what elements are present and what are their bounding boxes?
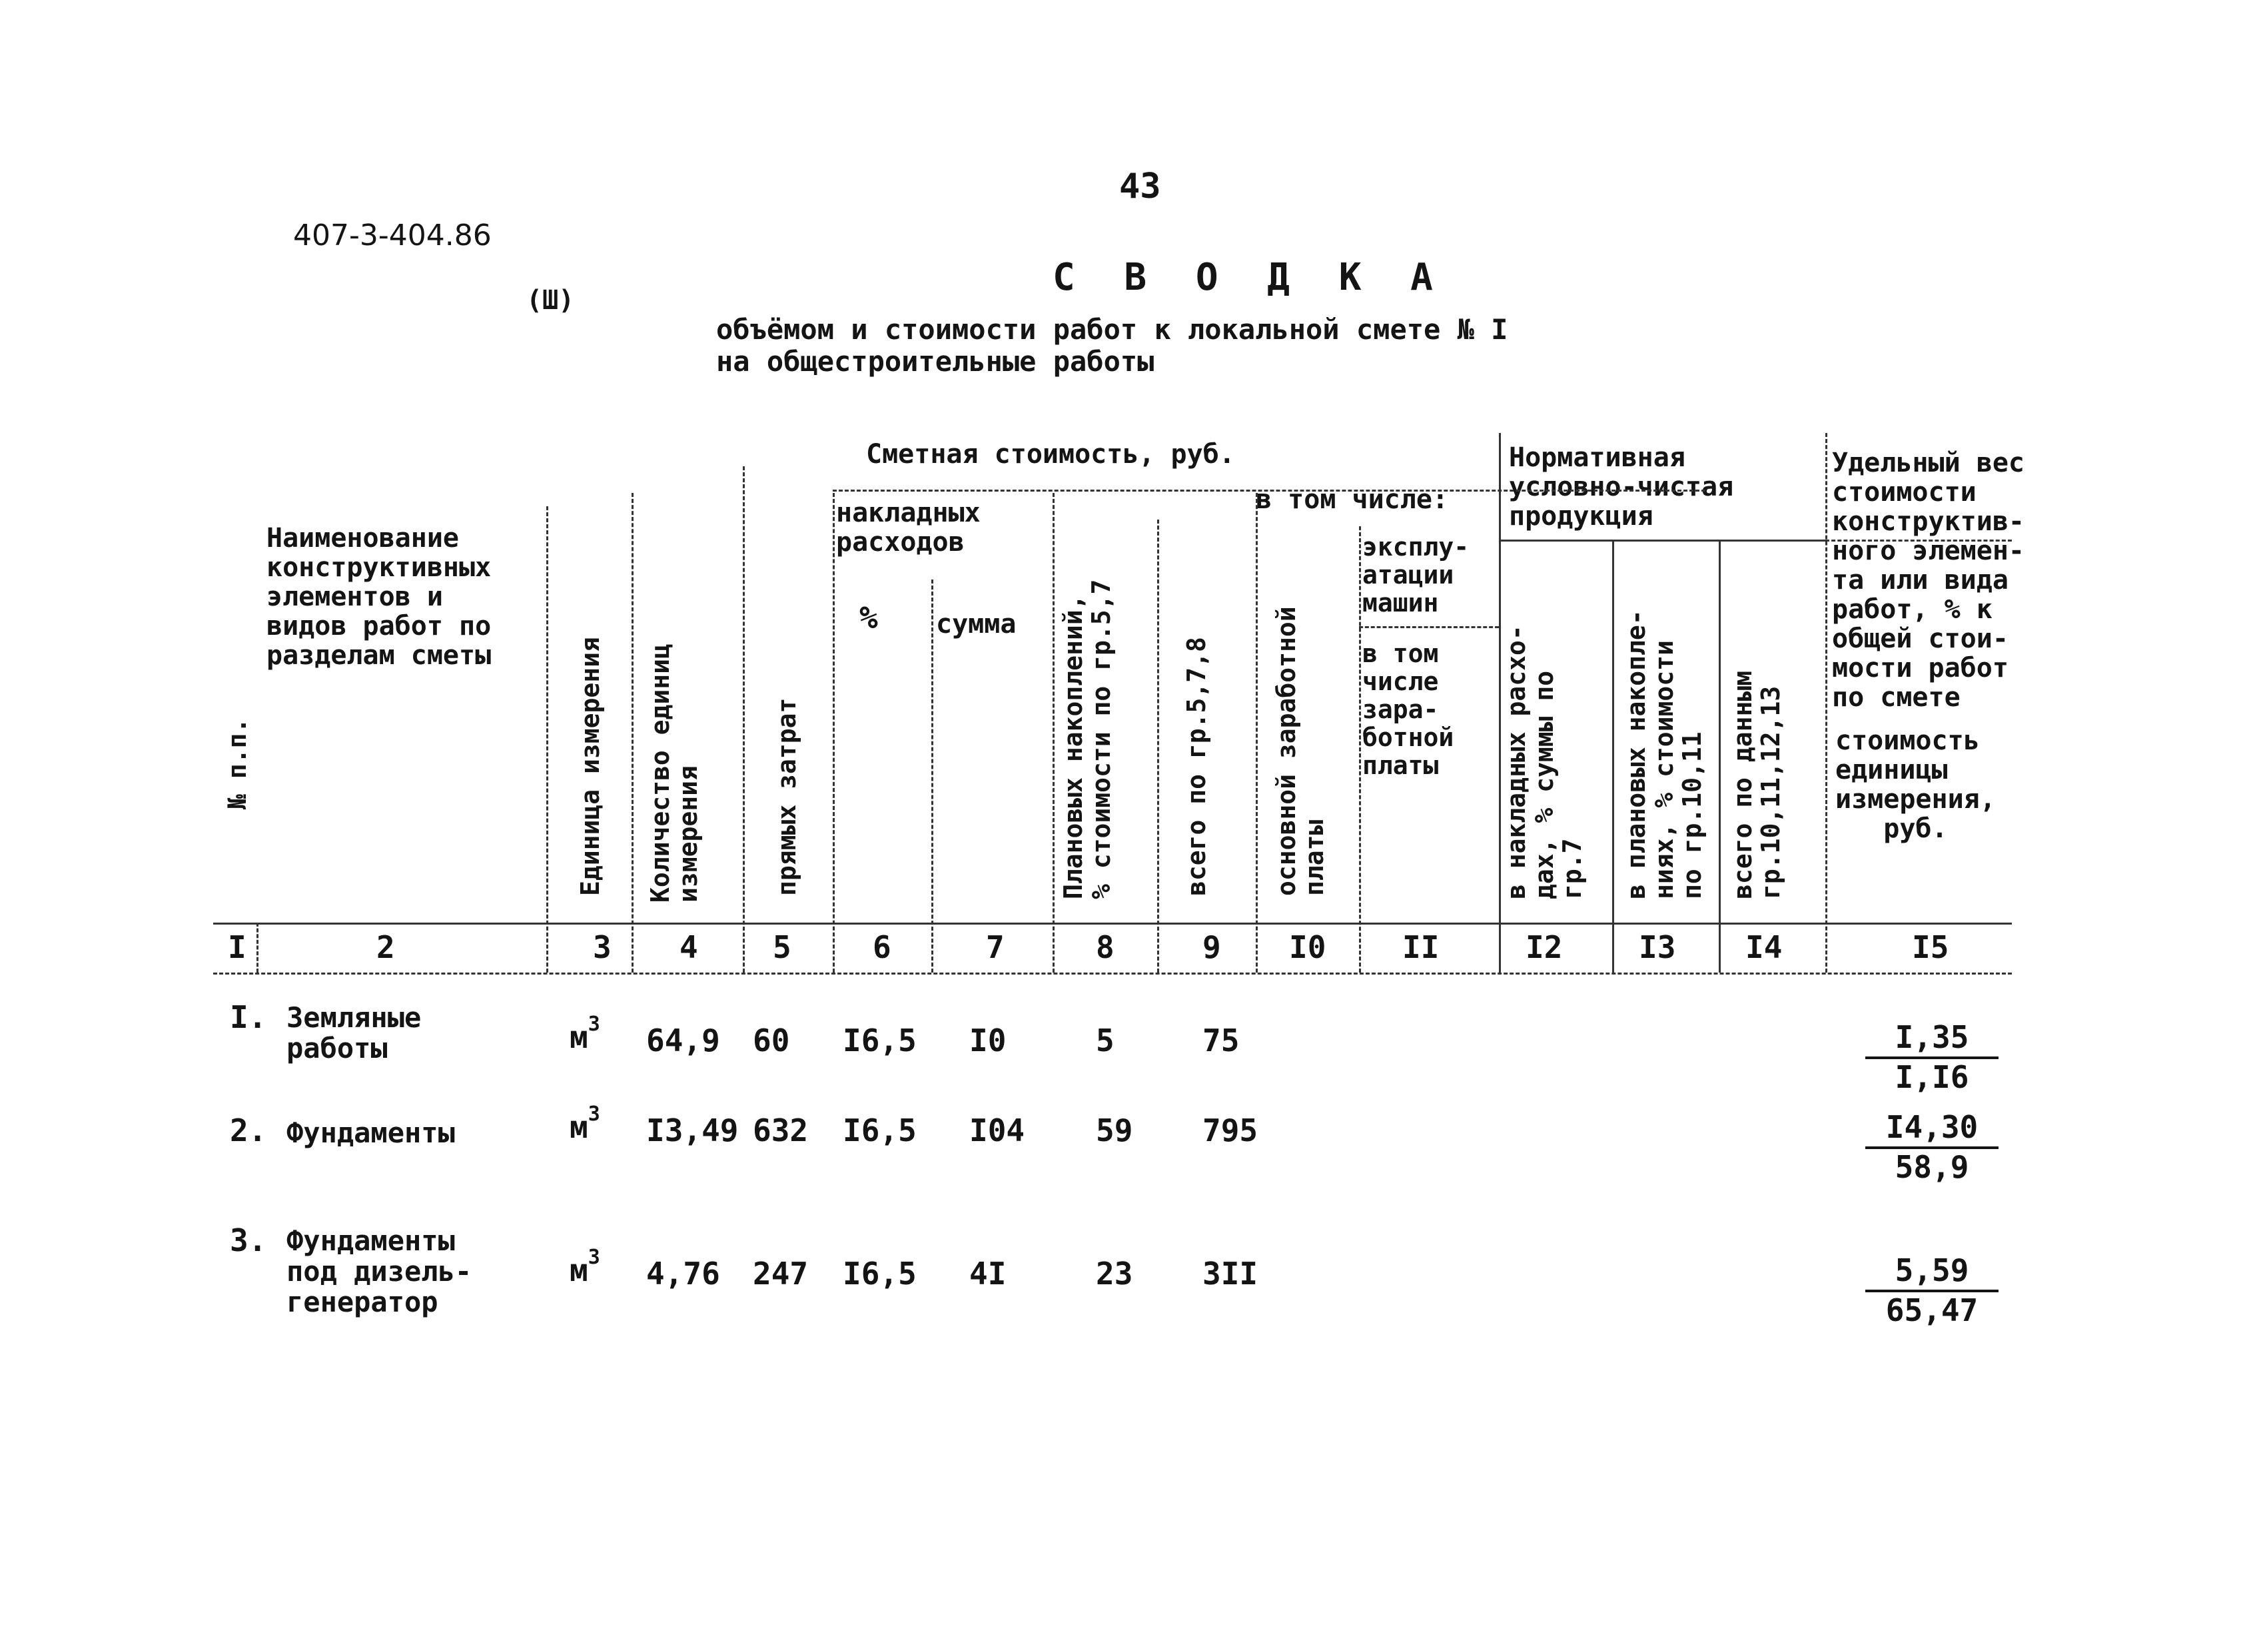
row3-weight-fraction	[1865, 1252, 1999, 1328]
header-normativnaya: Нормативная условно-чистая продукция	[1509, 442, 1734, 532]
document-number: 407-3-404.86	[293, 218, 492, 252]
column-number-9: 9	[1202, 929, 1221, 965]
row1-unit: $м^3$	[570, 1013, 600, 1055]
col11-split-rule	[1359, 626, 1499, 628]
row1-weight-percent: I,35	[1865, 1019, 1999, 1059]
row1-name: Земляные работы	[286, 1001, 422, 1064]
column-numbers-rule	[213, 973, 2012, 975]
header-col6-percent: %	[859, 600, 878, 635]
header-col7-summa: сумма	[936, 609, 1017, 639]
header-smetnaya-stoimost: Сметная стоимость, руб.	[866, 439, 1235, 470]
smetnaya-rule	[833, 490, 1705, 492]
row1-unit-cost: I,I6	[1895, 1059, 1969, 1095]
row1-weight-fraction	[1865, 1019, 1999, 1095]
divider	[1256, 493, 1258, 973]
column-number-10: I0	[1289, 929, 1326, 965]
divider	[1719, 540, 1721, 973]
column-number-5: 5	[773, 929, 791, 965]
column-number-15: I5	[1912, 929, 1949, 965]
column-number-2: 2	[376, 929, 395, 965]
row1-overhead-percent: I6,5	[843, 1023, 917, 1058]
header-col11b-zarplata: в том числе зара- ботной платы	[1362, 639, 1454, 780]
header-stoimost-edinicy: стоимость единицы измерения, руб.	[1835, 725, 1996, 844]
row3-unit: $м^3$	[570, 1246, 600, 1288]
row3-quantity: 4,76	[646, 1256, 720, 1292]
header-col4-quantity: Количество единиц измерения	[646, 643, 703, 903]
row3-total: 3II	[1202, 1256, 1258, 1292]
column-number-6: 6	[873, 929, 891, 965]
row1-number: I.	[230, 999, 267, 1035]
column-number-3: 3	[593, 929, 612, 965]
column-number-8: 8	[1096, 929, 1115, 965]
row1-overhead-sum: I0	[969, 1023, 1007, 1058]
column-number-13: I3	[1639, 929, 1676, 965]
row2-weight-percent: I4,30	[1865, 1109, 1999, 1149]
row3-unit-cost: 65,47	[1885, 1292, 1979, 1328]
row2-unit: $м^3$	[570, 1102, 600, 1145]
divider	[1359, 526, 1361, 973]
header-col2-name: Наименование конструктивных элементов и видов работ по разделам сметы	[266, 523, 492, 671]
header-col5-direct: прямых затрат	[772, 697, 801, 896]
row2-overhead-sum: I04	[969, 1112, 1025, 1148]
divider	[743, 466, 745, 973]
row1-quantity: 64,9	[646, 1023, 720, 1058]
column-number-1: I	[228, 929, 246, 965]
section-mark: (Ш)	[526, 285, 575, 316]
row3-direct-costs: 247	[753, 1256, 809, 1292]
header-col13-plan: в плановых накопле- ниях, % стоимости по гр.10,11	[1621, 610, 1707, 899]
column-number-12: I2	[1526, 929, 1563, 965]
row3-planned-savings: 23	[1096, 1256, 1133, 1292]
divider	[1499, 433, 1501, 973]
column-number-14: I4	[1745, 929, 1783, 965]
header-col8-plan: Плановых накоплений, % стоимости по гр.5,7	[1059, 579, 1116, 899]
row1-planned-savings: 5	[1096, 1023, 1115, 1058]
row2-direct-costs: 632	[753, 1112, 809, 1148]
header-v-tom-chisle: в том числе:	[1256, 484, 1448, 515]
divider	[1053, 493, 1055, 973]
header-udelny-ves: Удельный вес стоимости конструктив- ного элемен- та или вида работ, % к общей стои- мости работ по смете	[1832, 448, 2024, 713]
row3-overhead-sum: 4I	[969, 1256, 1007, 1292]
header-bottom-rule	[213, 923, 2012, 925]
header-nakladnyh: накладных расходов	[836, 498, 981, 558]
subtitle-line-1: объёмом и стоимости работ к локальной смете № I	[716, 313, 1508, 346]
document-title: С В О Д К А	[1053, 256, 1446, 299]
udelny-rule	[1825, 540, 2012, 542]
subtitle-line-2: на общестроительные работы	[716, 345, 1154, 378]
row2-number: 2.	[230, 1112, 267, 1148]
row3-weight-percent: 5,59	[1865, 1252, 1999, 1292]
row2-quantity: I3,49	[646, 1112, 739, 1148]
column-number-4: 4	[679, 929, 698, 965]
normativnaya-rule	[1499, 540, 1825, 542]
row2-weight-fraction	[1865, 1109, 1999, 1185]
divider	[256, 923, 258, 973]
header-col1-number: № п.п.	[223, 717, 252, 809]
row2-unit-cost: 58,9	[1895, 1149, 1969, 1185]
column-number-11: II	[1402, 929, 1440, 965]
row1-total: 75	[1202, 1023, 1240, 1058]
divider	[1612, 540, 1614, 973]
header-col10-zarplata: основной заработной платы	[1272, 606, 1329, 896]
row3-number: 3.	[230, 1222, 267, 1258]
row2-planned-savings: 59	[1096, 1112, 1133, 1148]
divider	[1825, 433, 1827, 973]
header-col3-unit: Единица измерения	[576, 637, 605, 896]
divider	[632, 493, 634, 973]
header-col9-total: всего по гр.5,7,8	[1182, 637, 1211, 896]
divider	[833, 493, 835, 973]
column-number-7: 7	[986, 929, 1005, 965]
row2-total: 795	[1202, 1112, 1258, 1148]
row2-overhead-percent: I6,5	[843, 1112, 917, 1148]
row3-name: Фундаменты под дизель- генератор	[286, 1224, 472, 1318]
divider	[546, 506, 548, 973]
page-number: 43	[1119, 167, 1161, 206]
row3-overhead-percent: I6,5	[843, 1256, 917, 1292]
header-col12-nakladnye: в накладных расхо- дах, % суммы по гр.7	[1502, 625, 1587, 899]
header-col14-total: всего по данным гр.10,11,12,13	[1728, 670, 1785, 899]
header-col11a-ekspluataciya: эксплу- атации машин	[1362, 532, 1470, 618]
divider	[931, 580, 933, 973]
row1-direct-costs: 60	[753, 1023, 790, 1058]
divider	[1157, 520, 1159, 973]
row2-name: Фундаменты	[286, 1116, 455, 1149]
